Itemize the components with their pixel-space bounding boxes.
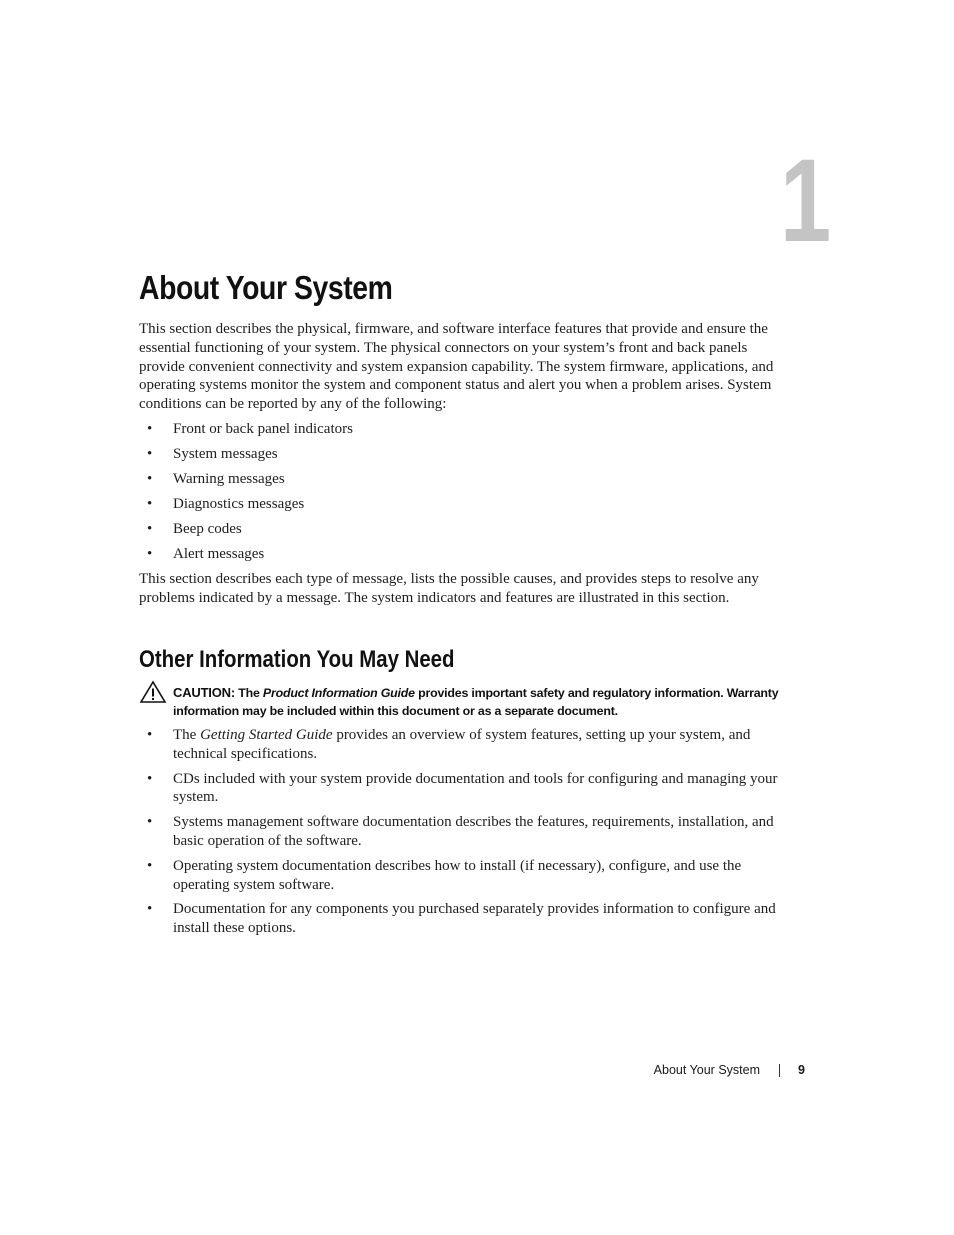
caution-text: CAUTION: The Product Information Guide provides important safety and regulatory information. Warranty information may be included within this document or as a separate document. <box>173 685 779 718</box>
caution-label: CAUTION: <box>173 685 235 700</box>
list-item: • Front or back panel indicators <box>147 421 353 437</box>
bullet-icon: • <box>147 770 153 787</box>
list-item: • Operating system documentation describes how to install (if necessary), configure, and use the operating system software. <box>147 857 742 893</box>
bullet-icon: • <box>147 445 153 462</box>
list-item: • Systems management software documentation describes the features, requirements, installation, and basic operation of the software. <box>147 814 774 849</box>
closing-paragraph: This section describes each type of message, lists the possible causes, and provides steps to resolve any problems indicated by a message. The system indicators and features are illustrated in this section. <box>139 571 759 606</box>
bullet-icon: • <box>147 470 153 487</box>
list-item: • The Getting Started Guide provides an overview of system features, setting up your system, and technical specifications. <box>147 727 751 762</box>
bullet-icon: • <box>147 814 153 831</box>
footer-title: About Your System <box>653 1063 760 1077</box>
bullet-icon: • <box>147 901 153 918</box>
list-item: • Diagnostics messages <box>147 495 305 512</box>
list-item: • Warning messages <box>147 470 285 487</box>
bullet-icon: • <box>147 727 153 743</box>
list-item: • Beep codes <box>147 520 242 537</box>
intro-paragraph: This section describes the physical, firmware, and software interface features that provide and ensure the essential functioning of your system. The physical connectors on your system’s front and back panels provide convenient connectivity and system expansion capability. The system firmware, applications, and operating systems monitor the system and component status and alert you when a problem arises. System conditions can be reported by any of the following: <box>139 321 774 413</box>
bullet-icon: • <box>147 520 153 537</box>
list-item: • CDs included with your system provide documentation and tools for configuring and managing your system. <box>147 770 778 806</box>
warning-triangle-icon <box>139 680 167 704</box>
list-item: • Documentation for any components you purchased separately provides information to configure and install these options. <box>147 901 776 937</box>
bullet-icon: • <box>147 545 153 562</box>
page-title: About Your System <box>139 269 393 306</box>
conditions-list <box>139 420 789 570</box>
documentation-list <box>139 726 789 944</box>
section-heading: Other Information You May Need <box>139 646 455 673</box>
list-item: • System messages <box>147 445 278 462</box>
page-footer <box>600 1062 810 1080</box>
document-title: Product Information Guide <box>262 686 415 700</box>
footer-divider <box>779 1064 780 1077</box>
chapter-number: 1 <box>780 135 832 267</box>
document-title: Getting Started Guide <box>200 727 333 743</box>
bullet-icon: • <box>147 857 153 874</box>
page-number: 9 <box>798 1063 805 1077</box>
list-item: • Alert messages <box>147 545 265 562</box>
bullet-icon: • <box>147 495 153 512</box>
bullet-icon: • <box>147 421 153 437</box>
